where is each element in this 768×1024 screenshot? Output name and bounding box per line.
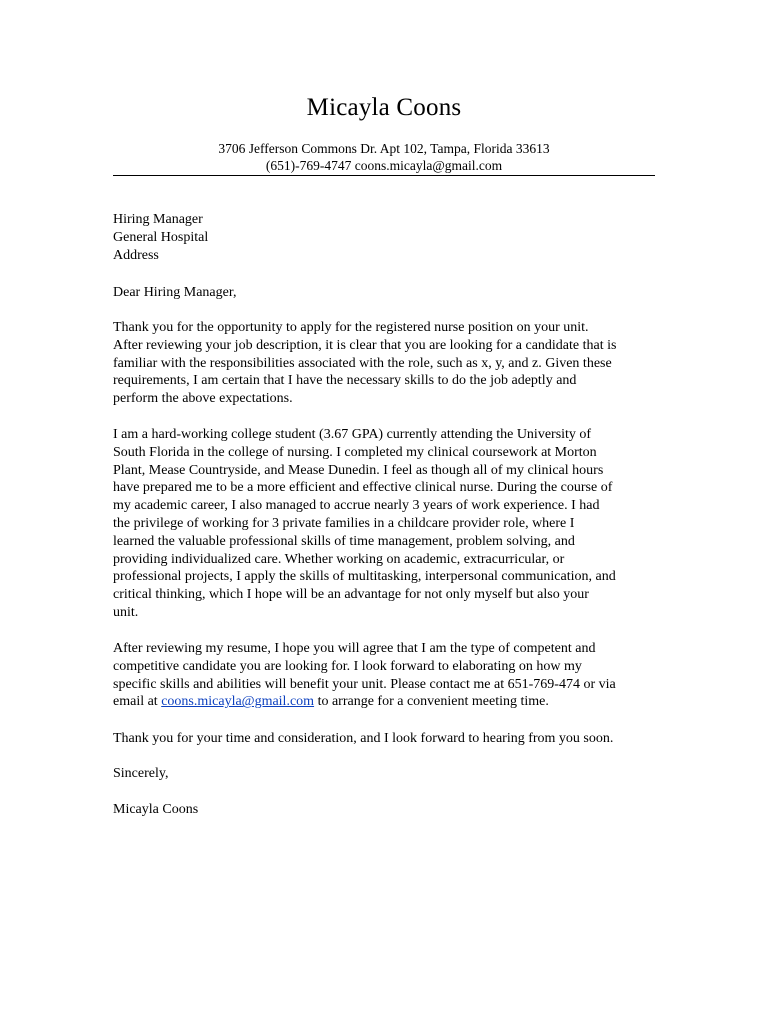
- paragraph-line: Thank you for the opportunity to apply for the registered nurse position on your unit.: [113, 320, 589, 335]
- paragraph-line: South Florida in the college of nursing. I completed my clinical coursework at Morton: [113, 444, 597, 460]
- paragraph-line: familiar with the responsibilities associated with the role, such as x, y, and z. Given these: [113, 355, 612, 371]
- recipient-line: General Hospital: [113, 229, 209, 245]
- paragraph-line: After reviewing your job description, it is clear that you are looking for a candidate that is: [113, 337, 617, 353]
- paragraph-3: [113, 640, 658, 711]
- sender-name: Micayla Coons: [306, 94, 462, 121]
- sender-contact: (651)-769-4747 coons.micayla@gmail.com: [265, 158, 503, 173]
- recipient-line: Address: [113, 247, 159, 263]
- paragraph-line: Plant, Mease Countryside, and Mease Dunedin. I feel as though all of my clinical hours: [113, 462, 604, 478]
- recipient-block: [113, 211, 658, 264]
- signature-name: Micayla Coons: [113, 802, 199, 817]
- paragraph-line: have prepared me to be a more efficient and effective clinical nurse. During the course of: [113, 480, 613, 496]
- paragraph-line: requirements, I am certain that I have the necessary skills to do the job adeptly and: [113, 373, 577, 389]
- paragraph-line: unit.: [113, 604, 139, 620]
- paragraph-line: Thank you for your time and consideration, and I look forward to hearing from you soon.: [113, 731, 614, 746]
- signature: [113, 801, 658, 819]
- sender-address: 3706 Jefferson Commons Dr. Apt 102, Tampa, Florida 33613: [218, 141, 550, 156]
- email-link[interactable]: coons.micayla@gmail.com: [161, 694, 315, 710]
- closing: [113, 765, 658, 783]
- paragraph-line: perform the above expectations.: [113, 391, 293, 407]
- email-suffix: to arrange for a convenient meeting time.: [314, 694, 549, 710]
- header-divider: [113, 175, 655, 176]
- salutation: [113, 284, 658, 302]
- paragraph-line: learned the valuable professional skills of time management, problem solving, and: [113, 533, 575, 549]
- paragraph-line: I am a hard-working college student (3.67 GPA) currently attending the University of: [113, 427, 592, 442]
- paragraph-line: the privilege of working for 3 private families in a childcare provider role, where I: [113, 515, 575, 531]
- recipient-line: Hiring Manager: [113, 212, 203, 227]
- paragraph-line: professional projects, I apply the skills of multitasking, interpersonal communication, and: [113, 569, 616, 585]
- paragraph-line: critical thinking, which I hope will be an advantage for not only myself but also your: [113, 587, 589, 603]
- salutation-text: Dear Hiring Manager,: [113, 285, 237, 300]
- paragraph-2: [113, 426, 658, 622]
- paragraph-line: competitive candidate you are looking for. I look forward to elaborating on how my: [113, 658, 582, 674]
- closing-text: Sincerely,: [113, 766, 169, 781]
- paragraph-line-with-email: [113, 693, 658, 711]
- paragraph-line: specific skills and abilities will benefit your unit. Please contact me at 651-769-474 or via: [113, 676, 616, 692]
- paragraph-line: providing individualized care. Whether working on academic, extracurricular, or: [113, 551, 565, 567]
- paragraph-1: [113, 319, 658, 408]
- paragraph-4: [113, 730, 658, 748]
- email-prefix: email at: [113, 694, 162, 710]
- paragraph-line: After reviewing my resume, I hope you will agree that I am the type of competent and: [113, 641, 596, 656]
- paragraph-line: my academic career, I also managed to accrue nearly 3 years of work experience. I had: [113, 498, 600, 514]
